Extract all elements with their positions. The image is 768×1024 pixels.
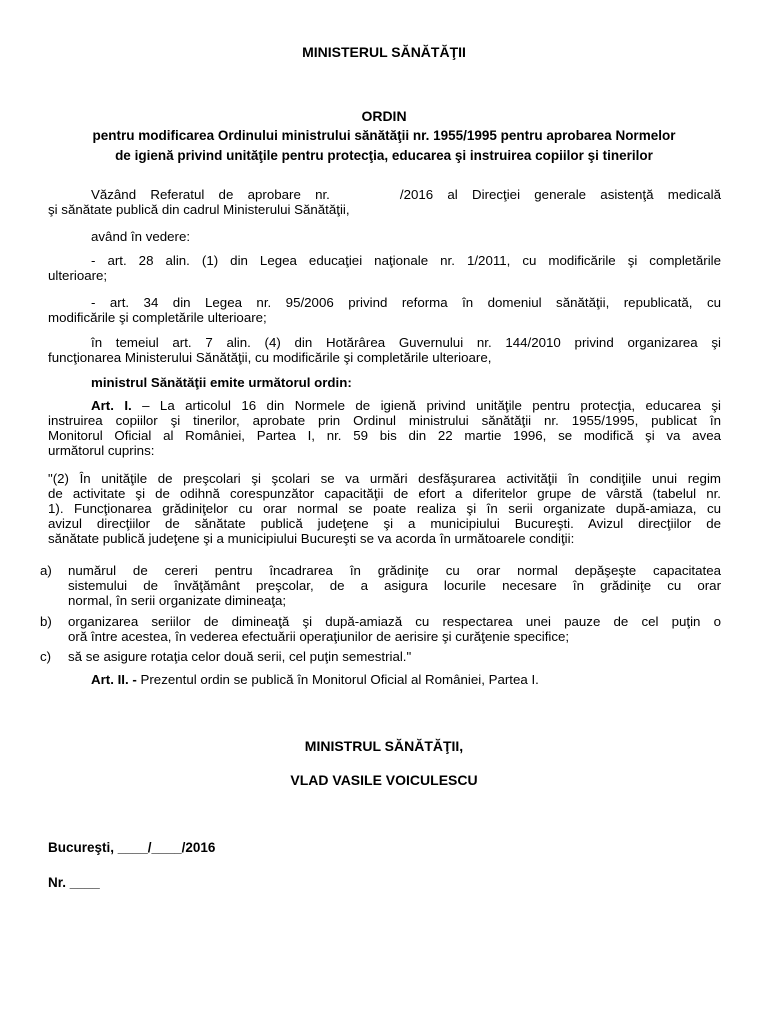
title-line-1: pentru modificarea Ordinului ministrului sănătăţii nr. 1955/1995 pentru aprobarea Normelor [92,128,676,143]
paragraph-art28: - art. 28 alin. (1) din Legea educaţiei naţionale nr. 1/2011, cu modificările şi completările ulterioare; [48,253,721,283]
paragraph-emite: ministrul Sănătăţii emite următorul ordin: [91,375,352,390]
paragraph-referat: Văzând Referatul de aprobare nr. /2016 al Direcţiei generale asistenţă medicală şi sănătate publică din cadrul Ministerului Sănătăţii, [48,187,721,217]
article-2: Art. II. - Prezentul ordin se publică în Monitorul Oficial al României, Partea I. [91,672,539,687]
list-item-a: a) numărul de cereri pentru încadrarea în grădiniţe cu orar normal depăşeşte capacitatea sistemului de învăţământ preşcolar, de a asigura locurile necesare în grădiniţe cu orar normal, în serii organizate dimineaţa; [40,563,721,608]
doc-type: ORDIN [361,108,407,124]
title-line-2: de igienă privind unităţile pentru protecţia, educarea şi instruirea copiilor şi tinerilor [115,148,653,163]
ministry-header: MINISTERUL SĂNĂTĂŢII [302,44,466,60]
place-date: Bucureşti, ____/____/2016 [48,840,216,855]
signature-name: VLAD VASILE VOICULESCU [290,772,478,788]
article-1: Art. I. – La articolul 16 din Normele de igienă privind unităţile pentru protecţia, educarea şi instruirea copiilor şi tinerilor, aprobate prin Ordinul ministrului sănătăţii nr. 1955/1995, publicat în Monitorul Oficial al României, Partea I, nr. 59 bis din 22 martie 1996, se modifică şi va avea următorul cuprins: [48,398,721,458]
order-number: Nr. ____ [48,875,100,890]
paragraph-avand: având în vedere: [91,229,191,244]
quoted-paragraph: "(2) În unităţile de preşcolari şi şcolari se va urmări desfăşurarea activităţii în condiţiile unui regim de activitate şi de odihnă corespunzător capacităţii de efort a diferitelor grupe de vârstă (tabelul nr. 1). Funcţionarea grădiniţelor cu orar normal se poate realiza şi în serii organizate după-amiaza, cu avizul direcţiilor de sănătate publică judeţene şi a municipiului Bucureşti. Avizul direcţiilor de sănătate publică judeţene şi a municipiului Bucureşti se va acorda în următoarele condiţii: [48,471,721,546]
paragraph-art34: - art. 34 din Legea nr. 95/2006 privind reforma în domeniul sănătăţii, republicată, cu modificările şi completările ulterioare; [48,295,721,325]
paragraph-temeiul: în temeiul art. 7 alin. (4) din Hotărârea Guvernului nr. 144/2010 privind organizarea şi funcţionarea Ministerului Sănătăţii, cu modificările şi completările ulterioare, [48,335,721,365]
signature-title: MINISTRUL SĂNĂTĂŢII, [304,738,464,754]
list-item-b: b) organizarea seriilor de dimineaţă şi după-amiază cu respectarea unei pauze de cel puţin o oră între acestea, în vederea efectuării operaţiunilor de aerisire şi curăţenie specifice; [40,614,721,644]
list-item-c: c) să se asigure rotaţia celor două serii, cel puţin semestrial." [40,649,412,664]
